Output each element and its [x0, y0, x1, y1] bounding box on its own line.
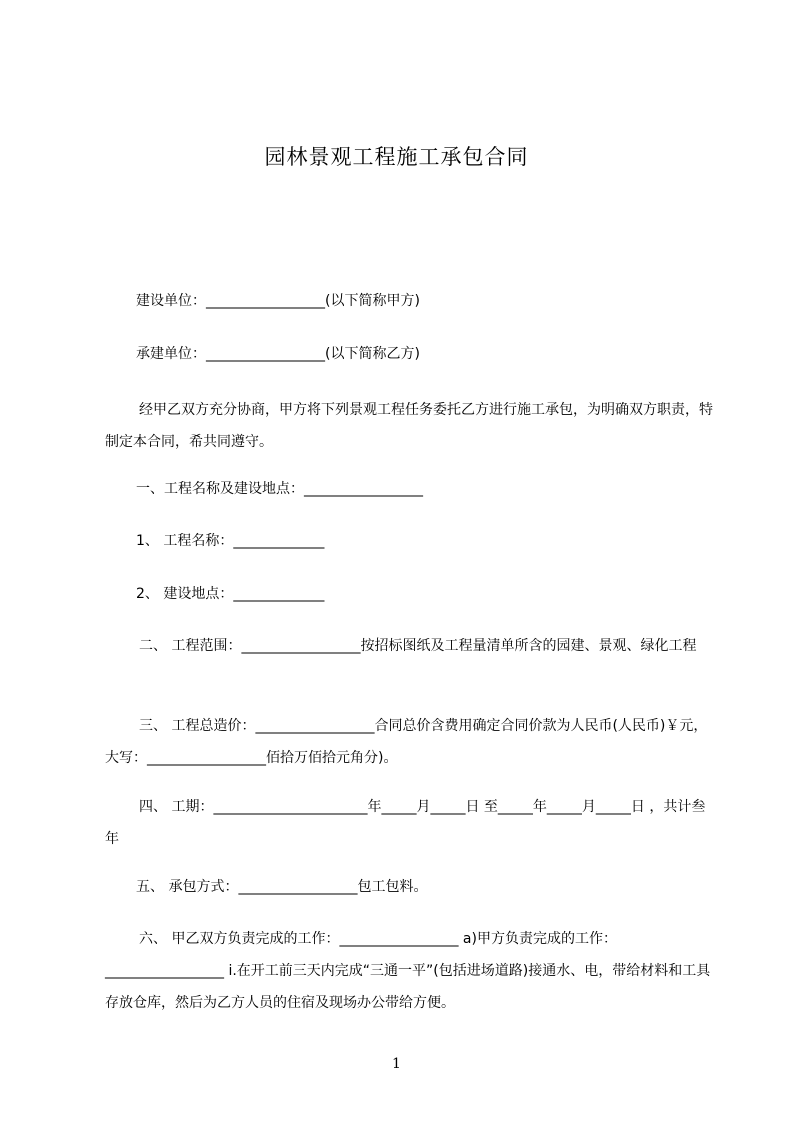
- builder-unit-line: 建设单位：_________________(以下简称甲方): [136, 293, 420, 309]
- contractor-unit-line: 承建单位：_________________(以下简称乙方): [136, 346, 420, 362]
- section-6-responsibilities: 六、 甲乙双方负责完成的工作：_________________ a)甲方负责完成的工作：_________________ i.在开工前三天内完成“三通一平”(包括进场道路)接通水、电，带给材料和工具存放仓库，然后为乙方人员的住宿及现场办公带给方便。: [105, 931, 711, 1011]
- page-number: 1: [392, 1056, 401, 1072]
- document-title: 园林景观工程施工承包合同: [264, 145, 529, 169]
- section-1-item-location: 2、 建设地点：_____________: [136, 586, 325, 602]
- section-2-scope: 二、 工程范围：_________________按招标图纸及工程量清单所含的园建、景观、绿化工程: [139, 638, 697, 654]
- section-3-total-cost: 三、 工程总造价：_________________合同总价含费用确定合同价款为人民币(人民币)￥元，大写：_________________佰拾万佰拾元角分)。: [105, 718, 708, 766]
- intro-paragraph: 经甲乙双方充分协商，甲方将下列景观工程任务委托乙方进行施工承包，为明确双方职责，特制定本合同，希共同遵守。: [105, 402, 713, 450]
- section-1-item-project-name: 1、 工程名称：_____________: [136, 533, 325, 549]
- section-5-contract-mode: 五、 承包方式：_________________包工包料。: [136, 879, 428, 895]
- section-4-duration: 四、 工期：______________________年_____月_____日 至_____年_____月_____日 ，共计叁年: [105, 799, 706, 847]
- section-1-heading: 一、工程名称及建设地点：_________________: [136, 481, 423, 497]
